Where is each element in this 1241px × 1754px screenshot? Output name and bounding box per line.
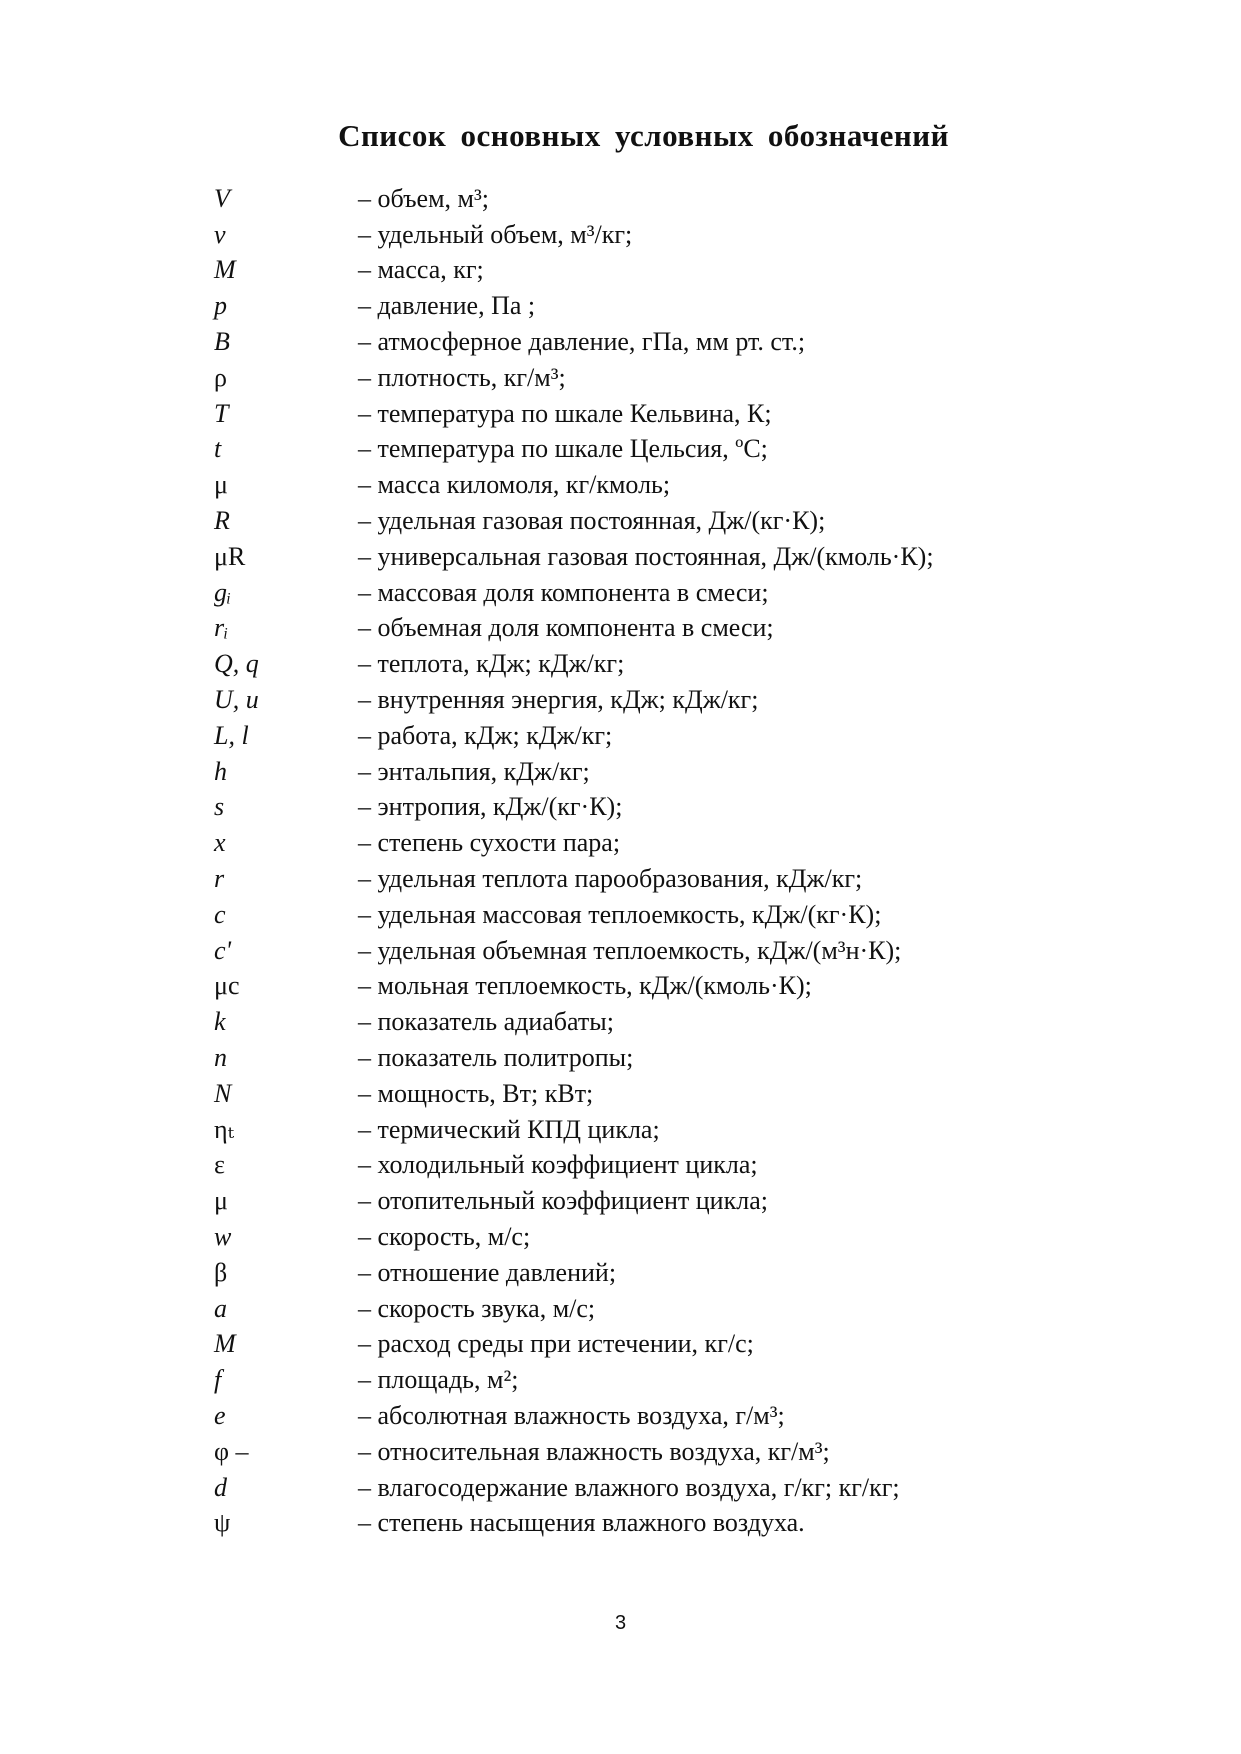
notation-symbol: ψ [214, 1508, 231, 1538]
notation-row [214, 1255, 1114, 1291]
notation-row [214, 503, 1114, 539]
notation-description: – универсальная газовая постоянная, Дж/(кмоль·К); [358, 541, 934, 571]
notation-symbol: T [214, 398, 229, 428]
notation-description: – объем, м³; [358, 183, 489, 213]
notation-symbol: gᵢ [214, 577, 232, 607]
notation-description: – холодильный коэффициент цикла; [358, 1150, 758, 1180]
notation-symbol: p [214, 291, 227, 321]
notation-symbol: f [214, 1365, 222, 1395]
notation-description: – степень сухости пара; [358, 828, 621, 858]
notation-symbol: k [214, 1007, 226, 1037]
notation-row [214, 1505, 1114, 1541]
notation-row [214, 1004, 1114, 1040]
notation-description: – масса киломоля, кг/кмоль; [358, 470, 671, 500]
notation-description: – атмосферное давление, гПа, мм рт. ст.; [358, 327, 806, 357]
notation-description: – отношение давлений; [358, 1257, 617, 1287]
notation-symbol: β [214, 1257, 228, 1287]
notation-row [214, 181, 1114, 217]
notation-description: – удельный объем, м³/кг; [358, 219, 633, 249]
notation-row [214, 1291, 1114, 1327]
notation-row [214, 1434, 1114, 1470]
notation-row [214, 1076, 1114, 1112]
notation-description: – температура по шкале Цельсия, ºС; [358, 434, 768, 464]
notation-symbol: μ [214, 470, 228, 500]
notation-description: – удельная газовая постоянная, Дж/(кг·К); [358, 506, 826, 536]
notation-symbol: μR [214, 541, 246, 571]
notation-symbol: c' [214, 935, 232, 965]
notation-description: – показатель политропы; [358, 1043, 634, 1073]
notation-description: – энтропия, кДж/(кг·К); [358, 792, 623, 822]
notation-description: – влагосодержание влажного воздуха, г/кг; кг/кг; [358, 1472, 900, 1502]
notation-description: – масса, кг; [358, 255, 484, 285]
notation-symbol: U, u [214, 685, 259, 715]
notation-row [214, 575, 1114, 611]
notation-symbol: s [214, 792, 225, 822]
notation-description: – отопительный коэффициент цикла; [358, 1186, 768, 1216]
notation-row [214, 1148, 1114, 1184]
notation-symbol: n [214, 1043, 227, 1073]
notation-symbol: B [214, 327, 230, 357]
notation-row [214, 1112, 1114, 1148]
notation-row [214, 718, 1114, 754]
notation-row [214, 253, 1114, 289]
notation-row [214, 754, 1114, 790]
notation-symbol: w [214, 1222, 232, 1251]
notation-description: – давление, Па ; [358, 291, 536, 321]
notation-symbol: R [214, 506, 230, 536]
notation-description: – скорость звука, м/с; [358, 1293, 596, 1323]
notation-row [214, 217, 1114, 253]
notation-row [214, 1470, 1114, 1506]
page-title: Список основных условных обозначений [338, 118, 949, 153]
notation-row [214, 539, 1114, 575]
notation-row [214, 1219, 1114, 1255]
notation-description: – теплота, кДж; кДж/кг; [358, 649, 625, 679]
notation-description: – работа, кДж; кДж/кг; [358, 720, 613, 750]
notation-row [214, 360, 1114, 396]
notation-description: – относительная влажность воздуха, кг/м³; [358, 1436, 830, 1466]
notation-symbol: V [214, 183, 230, 213]
notation-list [214, 181, 1114, 1541]
notation-description: – объемная доля компонента в смеси; [358, 613, 774, 643]
notation-symbol: L, l [214, 720, 249, 750]
notation-symbol: ηₜ [214, 1114, 235, 1144]
notation-symbol: φ – [214, 1436, 249, 1466]
notation-row [214, 969, 1114, 1005]
notation-description: – термический КПД цикла; [358, 1114, 660, 1144]
notation-row [214, 933, 1114, 969]
notation-symbol: ε [214, 1150, 225, 1180]
notation-row [214, 1183, 1114, 1219]
page-number: 3 [614, 1612, 627, 1634]
notation-symbol: v [214, 219, 226, 249]
notation-description: – абсолютная влажность воздуха, г/м³; [358, 1400, 785, 1430]
notation-row [214, 790, 1114, 826]
notation-row [214, 467, 1114, 503]
notation-symbol: rᵢ [214, 613, 229, 643]
notation-row [214, 288, 1114, 324]
notation-symbol: e [214, 1400, 226, 1430]
notation-symbol: d [214, 1472, 227, 1502]
notation-description: – плотность, кг/м³; [358, 362, 566, 392]
notation-description: – удельная теплота парообразования, кДж/кг; [358, 864, 863, 894]
notation-description: – энтальпия, кДж/кг; [358, 756, 590, 786]
notation-symbol: M [214, 1329, 236, 1359]
notation-symbol: μ [214, 1186, 228, 1216]
notation-row [214, 324, 1114, 360]
notation-row [214, 432, 1114, 468]
notation-description: – показатель адиабаты; [358, 1007, 614, 1037]
notation-description: – скорость, м/с; [358, 1222, 531, 1251]
notation-description: – удельная объемная теплоемкость, кДж/(м³н·К); [358, 935, 902, 965]
notation-row [214, 1398, 1114, 1434]
notation-row [214, 1327, 1114, 1363]
notation-description: – внутренняя энергия, кДж; кДж/кг; [358, 685, 759, 715]
notation-symbol: μc [214, 971, 240, 1001]
notation-description: – массовая доля компонента в смеси; [358, 577, 769, 607]
notation-row [214, 611, 1114, 647]
notation-row [214, 825, 1114, 861]
notation-symbol: c [214, 899, 226, 929]
notation-symbol: r [214, 864, 225, 894]
notation-symbol: h [214, 756, 227, 786]
notation-row [214, 682, 1114, 718]
notation-row [214, 396, 1114, 432]
notation-symbol: t [214, 434, 222, 464]
notation-description: – удельная массовая теплоемкость, кДж/(кг·К); [358, 899, 882, 929]
notation-row [214, 646, 1114, 682]
notation-symbol: ρ [214, 362, 227, 392]
notation-row [214, 861, 1114, 897]
notation-row [214, 1040, 1114, 1076]
notation-symbol: a [214, 1293, 227, 1323]
notation-symbol: M [214, 255, 236, 285]
notation-symbol: N [214, 1078, 232, 1108]
notation-description: – площадь, м²; [358, 1365, 519, 1395]
notation-description: – температура по шкале Кельвина, К; [358, 398, 772, 428]
notation-symbol: x [214, 828, 226, 858]
notation-row [214, 897, 1114, 933]
notation-symbol: Q, q [214, 649, 259, 679]
notation-row [214, 1362, 1114, 1398]
notation-description: – мольная теплоемкость, кДж/(кмоль·К); [358, 971, 812, 1001]
notation-description: – степень насыщения влажного воздуха. [358, 1508, 805, 1538]
notation-description: – мощность, Вт; кВт; [358, 1078, 594, 1108]
notation-description: – расход среды при истечении, кг/с; [358, 1329, 754, 1359]
